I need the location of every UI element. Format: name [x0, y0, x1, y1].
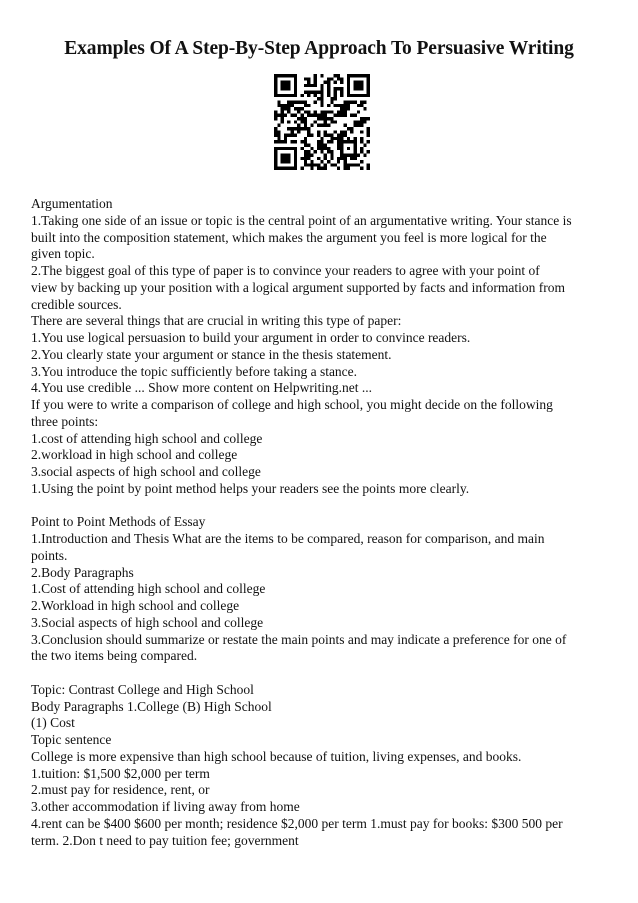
text-line: 1.tuition: $1,500 $2,000 per term: [31, 765, 210, 781]
text-line: 1.Using the point by point method helps your readers see the points more clearly.: [31, 480, 470, 496]
text-line: If you were to write a comparison of college and high school, you might decide on the following: [31, 397, 553, 412]
qr-code: [274, 74, 370, 170]
text-line: (1) Cost: [31, 715, 75, 731]
text-line: term. 2.Don t need to pay tuition fee; government: [31, 832, 299, 848]
text-line: 1.Cost of attending high school and college: [31, 581, 266, 597]
text-line: Topic: Contrast College and High School: [31, 681, 254, 697]
text-line: the two items being compared.: [31, 648, 198, 664]
text-line: 1.You use logical persuasion to build your argument in order to convince readers.: [31, 330, 471, 345]
text-line: 3.Conclusion should summarize or restate the main points and may indicate a preference for one of: [31, 631, 567, 647]
text-line: 4.rent can be $400 $600 per month; residence $2,000 per term 1.must pay for books: $300 500 per: [31, 815, 563, 831]
text-line: view by backing up your position with a logical argument supported by facts and information from: [31, 279, 566, 295]
text-line: built into the composition statement, which makes the argument you feel is more logical for the: [31, 229, 547, 245]
text-line: 3.other accommodation if living away from home: [31, 799, 300, 814]
text-line: points.: [31, 547, 68, 563]
page-title: Examples Of A Step-By-Step Approach To Persuasive Writing: [64, 38, 574, 59]
text-line: Point to Point Methods of Essay: [31, 514, 206, 530]
text-line: credible sources.: [31, 296, 122, 312]
text-line: 4.You use credible ... Show more content on Helpwriting.net ...: [31, 380, 372, 396]
text-line: College is more expensive than high school because of tuition, living expenses, and books.: [31, 748, 522, 764]
paragraph-gap: [31, 665, 621, 682]
text-line: There are several things that are crucial in writing this type of paper:: [31, 313, 402, 329]
text-line: 2.The biggest goal of this type of paper is to convince your readers to agree with your point of: [31, 263, 540, 278]
text-line: 1.Taking one side of an issue or topic is the central point of an argumentative writing. Your stance is: [31, 212, 572, 228]
text-line: Argumentation: [31, 196, 113, 211]
text-line: 1.Introduction and Thesis What are the items to be compared, reason for comparison, and main: [31, 531, 545, 546]
text-line: Topic sentence: [31, 732, 112, 747]
text-line: 2.must pay for residence, rent, or: [31, 782, 210, 798]
text-line: 3.Social aspects of high school and college: [31, 614, 264, 630]
paragraph-gap: [31, 498, 621, 515]
text-line: three points:: [31, 413, 99, 429]
text-line: 1.cost of attending high school and college: [31, 430, 263, 446]
text-line: 2.Body Paragraphs: [31, 564, 134, 580]
document-body: [31, 196, 621, 849]
text-line: given topic.: [31, 246, 95, 262]
text-line: 2.You clearly state your argument or stance in the thesis statement.: [31, 346, 392, 362]
text-line: 2.workload in high school and college: [31, 447, 238, 463]
text-line: 3.You introduce the topic sufficiently before taking a stance.: [31, 363, 358, 379]
text-line: 3.social aspects of high school and college: [31, 464, 261, 479]
text-line: 2.Workload in high school and college: [31, 598, 240, 613]
text-line: Body Paragraphs 1.College (B) High School: [31, 698, 272, 714]
